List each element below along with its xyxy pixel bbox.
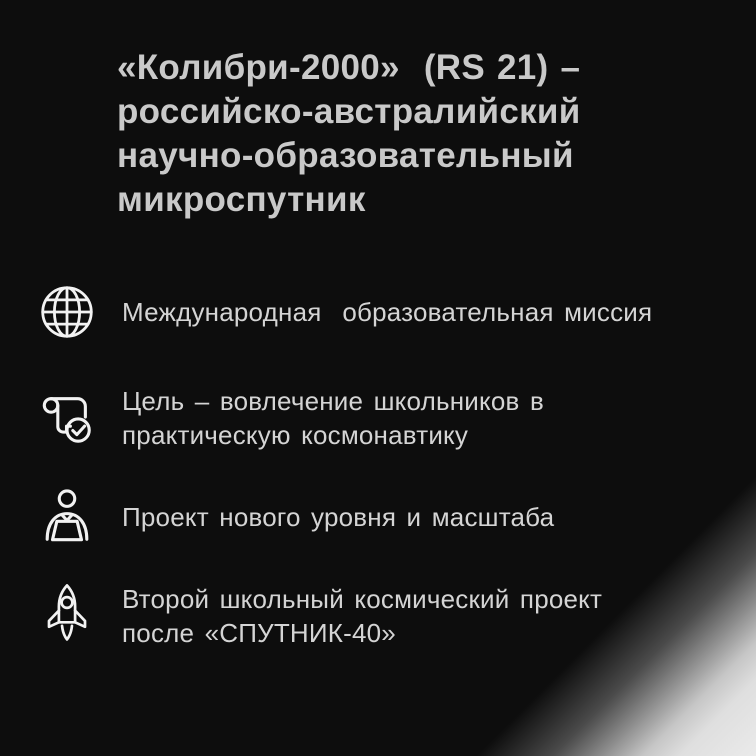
bullet-line: Проект нового уровня и масштаба: [122, 502, 555, 532]
title-line-2: российско-австралийский: [117, 92, 581, 131]
bullet-international-mission: [38, 280, 652, 344]
bullet-line: Международная образовательная миссия: [122, 297, 653, 327]
bullet-line: Второй школьный космический проект: [122, 584, 603, 614]
bullet-line: Цель – вовлечение школьников в: [122, 386, 544, 416]
bullet-text: [122, 384, 544, 452]
bullet-text: [122, 582, 602, 650]
bullet-second-school-project: [38, 581, 602, 651]
scroll-check-icon: [38, 389, 96, 447]
bullet-new-level-project: [38, 485, 554, 549]
title-line-3: научно-образовательный: [117, 136, 574, 175]
title-line-4: микроспутник: [117, 180, 366, 219]
bullet-text: [122, 500, 554, 534]
bullet-goal-involvement: [38, 384, 544, 452]
bullet-line: практическую космонавтику: [122, 420, 469, 450]
rocket-icon: [38, 581, 96, 651]
globe-icon: [38, 284, 96, 340]
bullet-line: после «СПУТНИК-40»: [122, 618, 396, 648]
title-line-1: «Колибри-2000» (RS 21) –: [117, 48, 581, 87]
person-laptop-icon: [38, 488, 96, 546]
bullet-text: [122, 295, 652, 329]
page-title: [117, 46, 581, 222]
